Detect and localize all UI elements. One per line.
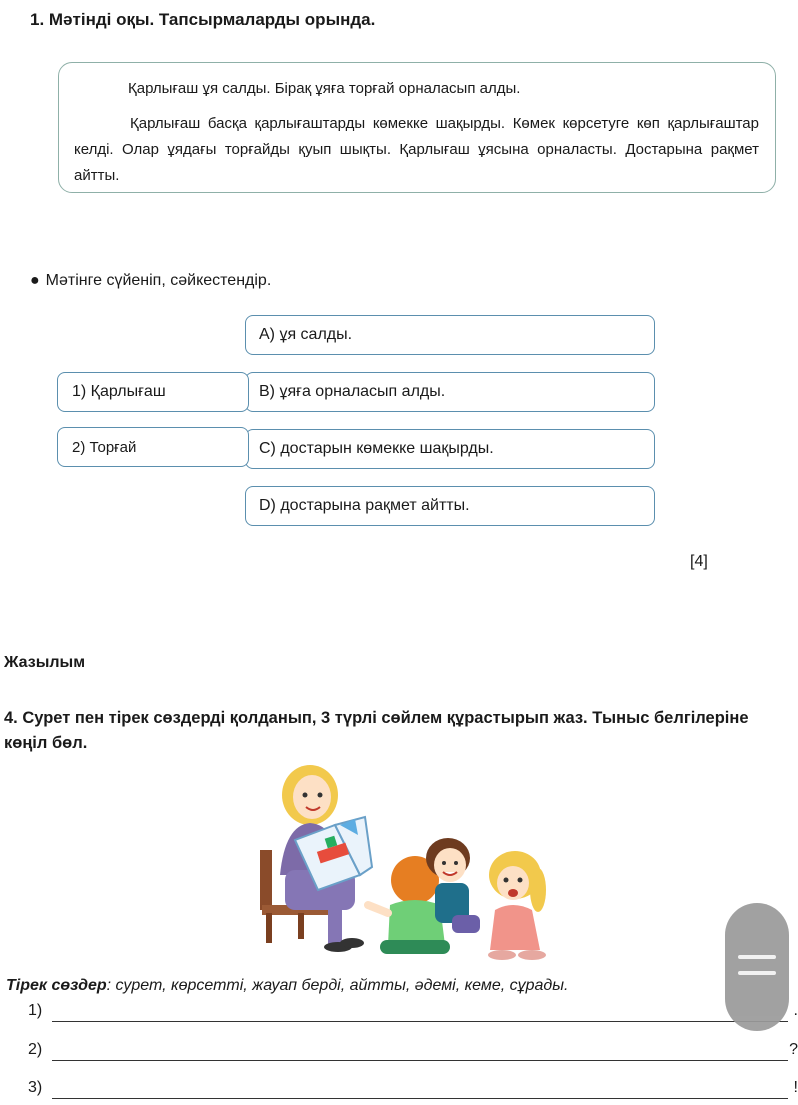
bullet-icon: ● [30, 272, 40, 289]
option-d[interactable]: D) достарына рақмет айтты. [245, 486, 655, 526]
answer-punctuation: . [793, 1002, 798, 1019]
keywords-text: : сурет, көрсетті, жауап берді, айтты, әдемі, кеме, сұрады. [106, 977, 569, 994]
option-a[interactable]: А) ұя салды. [245, 315, 655, 355]
answer-number: 3) [28, 1079, 43, 1096]
option-c[interactable]: С) достарын көмекке шақырды. [245, 429, 655, 469]
name-box-sparrow[interactable]: 2) Торғай [57, 427, 249, 467]
answer-number: 1) [28, 1002, 43, 1019]
answer-punctuation: ? [789, 1041, 798, 1058]
name-box-swallow[interactable]: 1) Қарлығаш [57, 372, 249, 412]
answer-underline[interactable] [52, 1098, 788, 1099]
teacher-reading-to-children-illustration [240, 755, 560, 970]
passage-line1: Қарлығаш ұя салды. Бірақ ұяға торғай орналасып алды. [128, 80, 521, 97]
child-blonde-girl [488, 851, 546, 960]
keywords-line [6, 977, 569, 995]
answer-punctuation: ! [793, 1079, 798, 1096]
scroll-handle[interactable] [725, 903, 789, 1031]
task4-title: 4. Сурет пен тірек сөздерді қолданып, 3 түрлі сөйлем құрастырып жаз. Тыныс белгілеріне көңіл бөл. [4, 709, 749, 752]
handle-grip-icon [738, 971, 776, 975]
answer-number: 2) [28, 1041, 43, 1058]
section-heading: Жазылым [4, 654, 86, 671]
answer-underline[interactable] [52, 1021, 788, 1022]
matching-instruction [30, 272, 271, 290]
score-mark: [4] [690, 553, 708, 570]
answer-line-3[interactable] [28, 1079, 798, 1103]
passage-paragraph: Қарлығаш басқа қарлығаштарды көмекке шақырды. Көмек көрсетуге көп қарлығаштар келді. Олар ұядағы торғайды қуып шықты. Қарлығаш ұясына орналасты. Достарына рақмет айтты. [74, 115, 759, 184]
answer-line-1[interactable] [28, 1002, 798, 1026]
matching-instruction-text: Мәтінге сүйеніп, сәйкестендір. [45, 272, 272, 289]
answer-line-2[interactable] [28, 1041, 798, 1065]
handle-grip-icon [738, 955, 776, 959]
task1-title: 1. Мәтінді оқы. Тапсырмаларды орында. [30, 10, 376, 29]
option-b[interactable]: В) ұяға орналасып алды. [245, 372, 655, 412]
answer-underline[interactable] [52, 1060, 788, 1061]
keywords-label: Тірек сөздер [6, 977, 107, 994]
